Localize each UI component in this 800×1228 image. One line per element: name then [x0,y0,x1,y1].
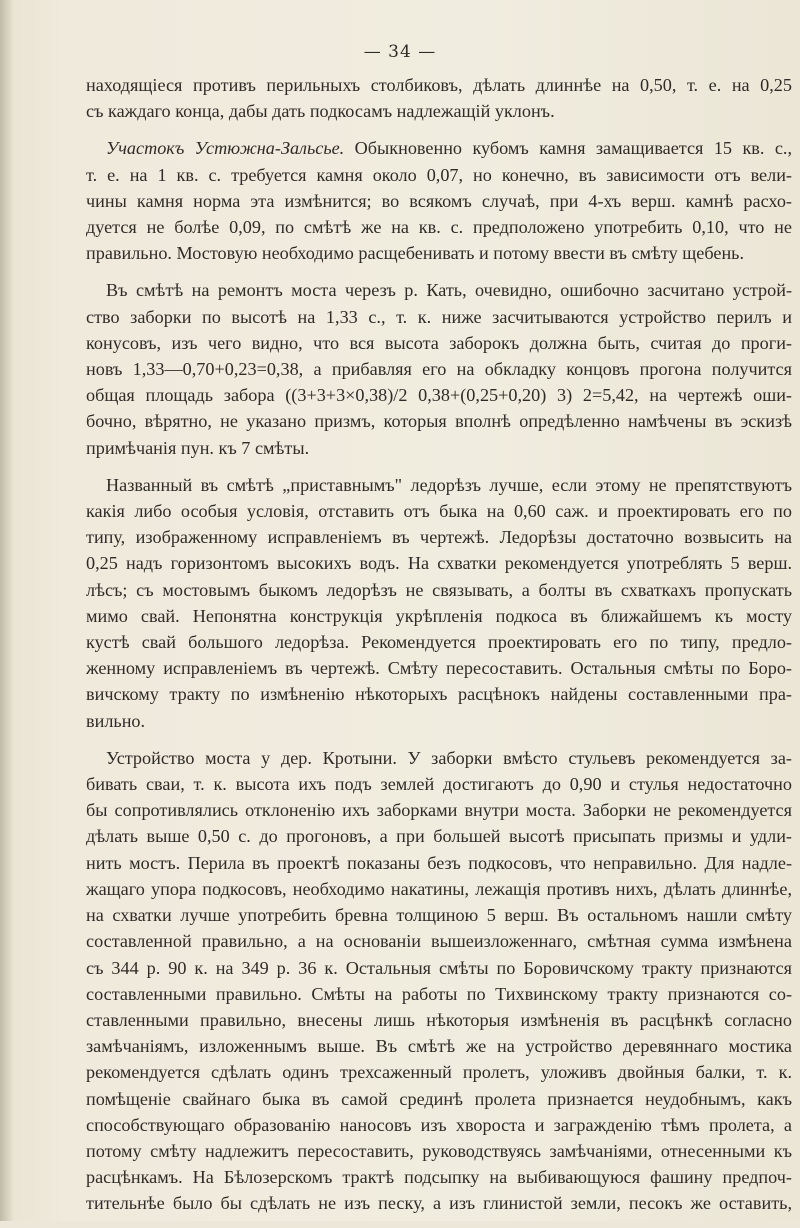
paragraph-4 [86,472,792,734]
text-line: кустѣ свай большого ледорѣза. Рекомендуется проектировать его по типу, предло- [86,632,792,653]
text-line: замѣчаніямъ, изложеннымъ выше. Въ смѣтѣ же на устройство деревяннаго мостика [86,1036,792,1057]
text-line: т. е. на 1 кв. с. требуется камня около 0,07, но конечно, въ зависимости отъ вели- [86,164,792,185]
text-line: бивать сваи, т. к. высота ихъ подъ землей достигаютъ до 0,90 и стулья недостаточно [86,774,792,795]
page-number: — 34 — [363,42,437,62]
text-line: примѣчанія пун. къ 7 смѣты. [86,437,310,458]
text-line: типу, изображенному исправленіемъ въ чертежѣ. Ледорѣзы достаточно возвысить на [86,527,792,548]
text-line: женному исправленіемъ въ чертежѣ. Смѣту пересоставить. Остальныя смѣты по Боро- [86,658,792,679]
text-line: находящіеся противъ перильныхъ столбиковъ, дѣлать длиннѣе на 0,50, т. е. на 0,25 [86,75,792,95]
text-line: способствующаго образованію наносовъ изъ хвороста и загражденію тѣмъ пролета, а [86,1114,792,1135]
body-text [86,72,792,1228]
section-heading: Участокъ Устюжна-Зальсье. [106,138,345,159]
paragraph-5 [86,745,792,1217]
text-line: новъ 1,33—0,70+0,23=0,38, а прибавляя его на обкладку концовъ прогона получится [86,359,792,380]
text-line: лѣсъ; съ мостовымъ быкомъ ледорѣзъ не связывать, а болты въ схваткахъ пропускать [86,579,792,600]
text-line: жащаго упора подкосовъ, необходимо накатины, лежащія противъ нихъ, дѣлать длиннѣе, [86,878,792,899]
text-line: правильно. Мостовую необходимо расщебенивать и потому ввести въ смѣту щебень. [86,243,745,264]
text-line: нить мостъ. Перила въ проектѣ показаны безъ подкосовъ, что неправильно. Для надле- [86,852,792,873]
text-line: вичскому тракту по измѣненію нѣкоторыхъ расцѣнокъ найдены составленными пра- [86,684,792,705]
text-line: бы сопротивлялись отклоненію ихъ заборками внутри моста. Заборки не рекомендуется [86,800,792,821]
text-line: бочно, вѣрятно, не указано призмъ, которыя вполнѣ опредѣленно намѣчены въ эскизѣ [86,411,792,432]
paragraph-1 [86,72,792,124]
text-line: тительнѣе было бы сдѣлать не изъ песку, а изъ глинистой земли, песокъ же оставить, [86,1193,792,1214]
paragraph-3 [86,277,792,460]
paragraph-2 [86,135,792,266]
text-line: Названный въ смѣтѣ „приставнымъ" ледорѣзъ лучше, если этому не препятствуютъ [106,474,792,495]
text-line-rest: Обыкновенно кубомъ камня замащивается 15 кв. с., [344,138,792,159]
text-line: 0,25 надъ горизонтомъ высокихъ водъ. На схватки рекомендуется употреблять 5 верш. [86,553,792,574]
formula-line: общая площадь забора ((3+3+3×0,38)/2 0,38+(0,25+0,20) 3) 2=5,42, на чертежѣ оши- [86,385,792,406]
text-line [86,135,792,161]
text-line: Устройство моста у дер. Кротыни. У заборки вмѣсто стульевъ рекомендуется за- [106,747,792,768]
text-line: дѣлать выше 0,50 с. до прогоновъ, а при большей высотѣ присыпать призмы и удли- [86,826,792,847]
text-line: чины камня норма эта измѣнится; во всякомъ случаѣ, при 4-хъ верш. камнѣ расхо- [86,190,792,211]
text-line: составленной правильно, а на основаніи вышеизложеннаго, смѣтная сумма измѣнена [86,931,792,952]
text-line: расцѣнкамъ. На Бѣлозерскомъ трактѣ подсыпку на выбивающуюся фашину предпоч- [86,1167,792,1188]
text-line: конусовъ, изъ чего видно, что вся высота заборокъ должна быть, считая до проги- [86,332,792,353]
text-line: дуется не болѣе 0,09, по смѣтѣ же на кв. с. предположено употребить 0,10, что не [86,217,792,238]
text-line: на схватки лучше употребить бревна толщиною 5 верш. Въ остальномъ нашли смѣту [86,905,792,926]
text-line: мимо свай. Непонятна конструкція укрѣпленія подкоса въ ближайшемъ къ мосту [86,605,792,626]
text-line: съ 344 р. 90 к. на 349 р. 36 к. Остальныя смѣты по Боровичскому тракту признаются [86,957,792,978]
text-line: вильно. [86,710,146,731]
text-line: помѣщеніе свайнаго быка въ самой срединѣ пролета признается неудобнымъ, какъ [86,1088,792,1109]
text-line: рекомендуется сдѣлать одинъ трехсаженный пролетъ, уложивъ двойныя балки, т. к. [86,1062,792,1083]
text-line: какія либо особыя условія, отставить отъ быка на 0,60 саж. и проектировать его по [86,501,792,522]
text-line: ставленными правильно, внесены лишь нѣкоторыя измѣненія въ расцѣнкѣ согласно [86,1009,792,1030]
text-line: ство заборки по высотѣ на 1,33 с., т. к. ниже засчитываются устройство перилъ и [86,306,792,327]
text-line: составленными правильно. Смѣты на работы по Тихвинскому тракту признаются со- [86,983,792,1004]
text-line: Въ смѣтѣ на ремонтъ моста черезъ р. Кать, очевидно, ошибочно засчитано устрой- [106,280,792,301]
text-line: потому смѣту надлежитъ пересоставить, руководствуясь замѣчаніями, отнесенными къ [86,1140,792,1161]
text-line: съ каждаго конца, дабы дать подкосамъ надлежащій уклонъ. [86,101,555,122]
